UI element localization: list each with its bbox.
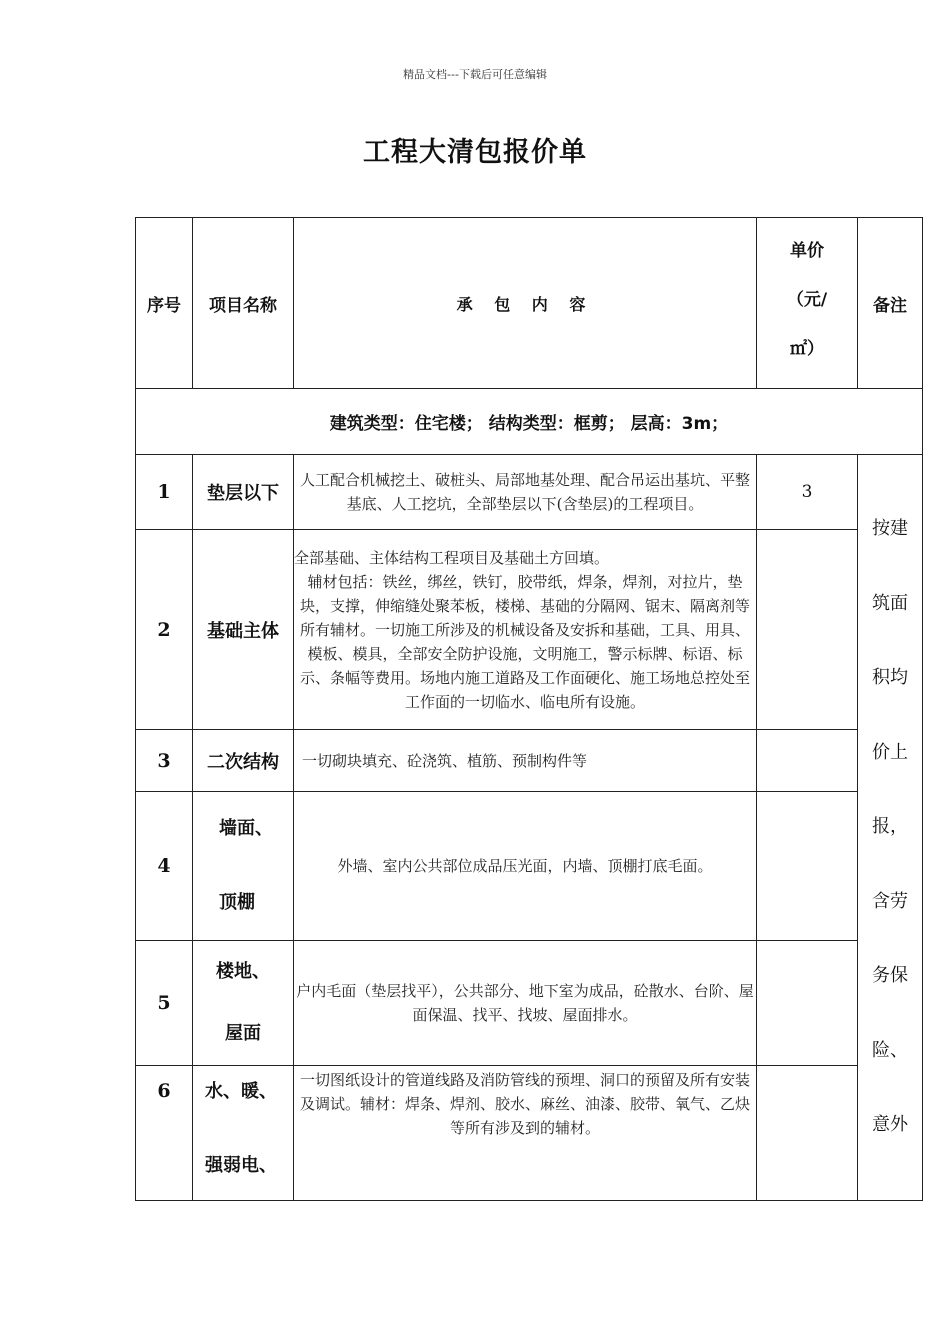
header-seq: 序号 xyxy=(136,218,193,389)
row-content: 外墙、室内公共部位成品压光面，内墙、顶棚打底毛面。 xyxy=(294,792,757,941)
row-seq: 5 xyxy=(136,941,193,1066)
header-price-line1: 单价 xyxy=(790,241,824,261)
row-seq: 3 xyxy=(136,730,193,792)
remark-line: 按建 xyxy=(872,518,908,540)
row-price xyxy=(757,530,858,730)
row-name-line1: 墙面、 xyxy=(219,818,273,839)
remark-line: 务保 xyxy=(872,965,908,987)
row-name-line2: 屋面 xyxy=(225,1023,261,1044)
remark-line: 价上 xyxy=(872,741,908,763)
row-seq: 4 xyxy=(136,792,193,941)
remark-line: 意外 xyxy=(872,1114,908,1136)
row-name: 垫层以下 xyxy=(193,455,294,530)
table-header-row xyxy=(136,218,923,389)
row-name-line2: 顶棚 xyxy=(219,892,255,913)
row-content xyxy=(294,530,757,730)
watermark-header: 精品文档---下载后可任意编辑 xyxy=(403,68,547,81)
remark-line: 积均 xyxy=(872,667,908,689)
row-content: 一切砌块填充、砼浇筑、植筋、预制构件等 xyxy=(294,730,757,792)
row-name-line2: 强弱电、 xyxy=(205,1155,277,1176)
row-price xyxy=(757,941,858,1066)
row-name-line1: 楼地、 xyxy=(216,961,270,982)
table-row xyxy=(136,941,923,1066)
row-price xyxy=(757,792,858,941)
remark-line: 险、 xyxy=(872,1039,908,1061)
row-name xyxy=(193,1066,294,1201)
row-seq: 6 xyxy=(136,1066,193,1201)
row-name-line1: 水、暖、 xyxy=(205,1081,277,1102)
row-name xyxy=(193,941,294,1066)
table-row xyxy=(136,1066,923,1201)
row-name xyxy=(193,792,294,941)
row-price: 3 xyxy=(757,455,858,530)
section-info: 建筑类型：住宅楼； 结构类型：框剪； 层高：3m； xyxy=(136,389,923,455)
table-row xyxy=(136,455,923,530)
remark-line: 筑面 xyxy=(872,592,908,614)
row-content: 户内毛面（垫层找平），公共部分、地下室为成品，砼散水、台阶、屋面保温、找平、找坡、屋面排水。 xyxy=(294,941,757,1066)
header-name: 项目名称 xyxy=(193,218,294,389)
table-row xyxy=(136,530,923,730)
row-name: 二次结构 xyxy=(193,730,294,792)
header-price-line3: ㎡） xyxy=(790,339,824,359)
remark-cell xyxy=(858,455,923,1201)
remark-line: 报， xyxy=(872,816,908,838)
row-seq: 2 xyxy=(136,530,193,730)
row-price xyxy=(757,730,858,792)
header-price xyxy=(757,218,858,389)
table-row xyxy=(136,792,923,941)
row-content: 人工配合机械挖土、破桩头、局部地基处理、配合吊运出基坑、平整基底、人工挖坑，全部垫层以下(含垫层)的工程项目。 xyxy=(294,455,757,530)
section-row xyxy=(136,389,923,455)
remark-line: 含劳 xyxy=(872,890,908,912)
row-content-body: 辅材包括：铁丝，绑丝，铁钉，胶带纸，焊条，焊剂，对拉片，垫块，支撑，伸缩缝处聚苯板，楼梯、基础的分隔网、锯末、隔离剂等所有辅材。一切施工所涉及的机械设备及安拆和基础，工具、用具、模板、模具，全部安全防护设施，文明施工，警示标牌、标语、标示、条幅等费用。场地内施工道路及工作面硬化、施工场地总控处至工作面的一切临水、临电所有设施。 xyxy=(299,572,750,711)
header-price-line2: （元/ xyxy=(786,290,828,310)
header-content: 承 包 内 容 xyxy=(294,218,757,389)
header-remark: 备注 xyxy=(858,218,923,389)
table-row xyxy=(136,730,923,792)
row-content-line1: 全部基础、主体结构工程项目及基础土方回填。 xyxy=(294,548,610,567)
row-content: 一切图纸设计的管道线路及消防管线的预埋、洞口的预留及所有安装及调试。辅材：焊条、焊剂、胶水、麻丝、油漆、胶带、氧气、乙炔等所有涉及到的辅材。 xyxy=(294,1066,757,1201)
row-price xyxy=(757,1066,858,1201)
quote-table xyxy=(135,217,923,1201)
row-name: 基础主体 xyxy=(193,530,294,730)
document-title: 工程大清包报价单 xyxy=(363,137,587,168)
row-seq: 1 xyxy=(136,455,193,530)
